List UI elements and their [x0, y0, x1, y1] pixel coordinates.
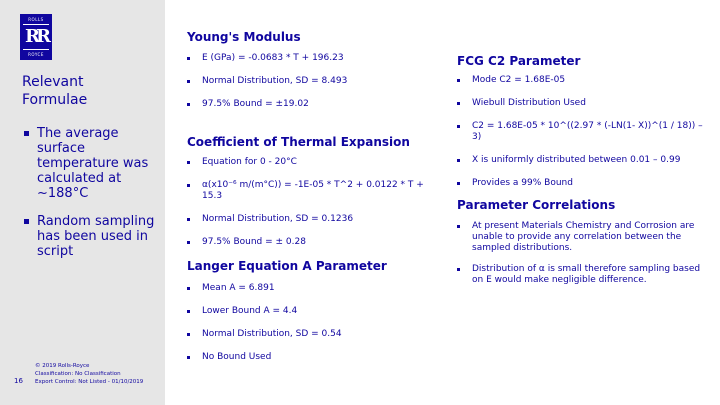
cte-bullet: α(x10⁻⁶ m/(m°C)) = -1E-05 * T^2 + 0.0122 * T + 15.3: [187, 180, 437, 202]
fcg-bullet: X is uniformly distributed between 0.01 – 0.99: [457, 155, 712, 166]
langer-list: [187, 283, 427, 363]
langer-title: Langer Equation A Parameter: [187, 259, 387, 273]
logo-rule-bottom: [23, 49, 49, 50]
correlations-bullet: Distribution of α is small therefore sampling based on E would make negligible difference.: [457, 264, 712, 286]
correlations-title: Parameter Correlations: [457, 198, 616, 212]
cte-bullet: Normal Distribution, SD = 0.1236: [187, 214, 437, 225]
sidebar-heading: Relevant Formulae: [22, 74, 88, 108]
logo-rule-top: [23, 24, 49, 25]
fcg-bullet: C2 = 1.68E-05 * 10^((2.97 * (-LN(1- X))^(1 / 18)) – 3): [457, 121, 712, 143]
footer-export-control: Export Control: Not Listed - 01/10/2019: [35, 379, 144, 385]
langer-bullet: Normal Distribution, SD = 0.54: [187, 329, 427, 340]
sidebar-panel: [0, 0, 165, 405]
youngs-modulus-title: Young's Modulus: [187, 30, 301, 44]
sidebar-list-item: The average surface temperature was calculated at ~188°C: [24, 126, 156, 201]
footer-notice: [35, 362, 143, 386]
cte-bullet: 97.5% Bound = ± 0.28: [187, 237, 437, 248]
logo-top-text: ROLLS: [28, 17, 44, 22]
sidebar-list-item: Random sampling has been used in script: [24, 214, 156, 259]
langer-bullet: No Bound Used: [187, 352, 427, 363]
rolls-royce-logo: [20, 14, 52, 60]
footer-classification: Classification: No Classification: [35, 371, 121, 377]
youngs-bullet: E (GPa) = -0.0683 * T + 196.23: [187, 53, 427, 64]
cte-title: Coefficient of Thermal Expansion: [187, 135, 410, 149]
cte-bullet: Equation for 0 - 20°C: [187, 157, 437, 168]
sidebar-list: [24, 126, 156, 272]
logo-monogram: RR: [25, 26, 47, 47]
correlations-list: [457, 221, 712, 286]
youngs-bullet: Normal Distribution, SD = 8.493: [187, 76, 427, 87]
logo-bottom-text: ROYCE: [28, 52, 44, 57]
correlations-bullet: At present Materials Chemistry and Corrosion are unable to provide any correlation between the sampled distributions.: [457, 221, 712, 254]
langer-bullet: Mean A = 6.891: [187, 283, 427, 294]
langer-bullet: Lower Bound A = 4.4: [187, 306, 427, 317]
fcg-bullet: Wiebull Distribution Used: [457, 98, 712, 109]
footer-copyright: © 2019 Rolls-Royce: [35, 363, 90, 369]
youngs-bullet: 97.5% Bound = ±19.02: [187, 99, 427, 110]
fcg-c2-list: [457, 75, 712, 189]
fcg-bullet: Mode C2 = 1.68E-05: [457, 75, 712, 86]
fcg-bullet: Provides a 99% Bound: [457, 178, 712, 189]
cte-list: [187, 157, 437, 248]
page-number: 16: [14, 377, 23, 385]
youngs-modulus-list: [187, 53, 427, 110]
fcg-c2-title: FCG C2 Parameter: [457, 54, 581, 68]
